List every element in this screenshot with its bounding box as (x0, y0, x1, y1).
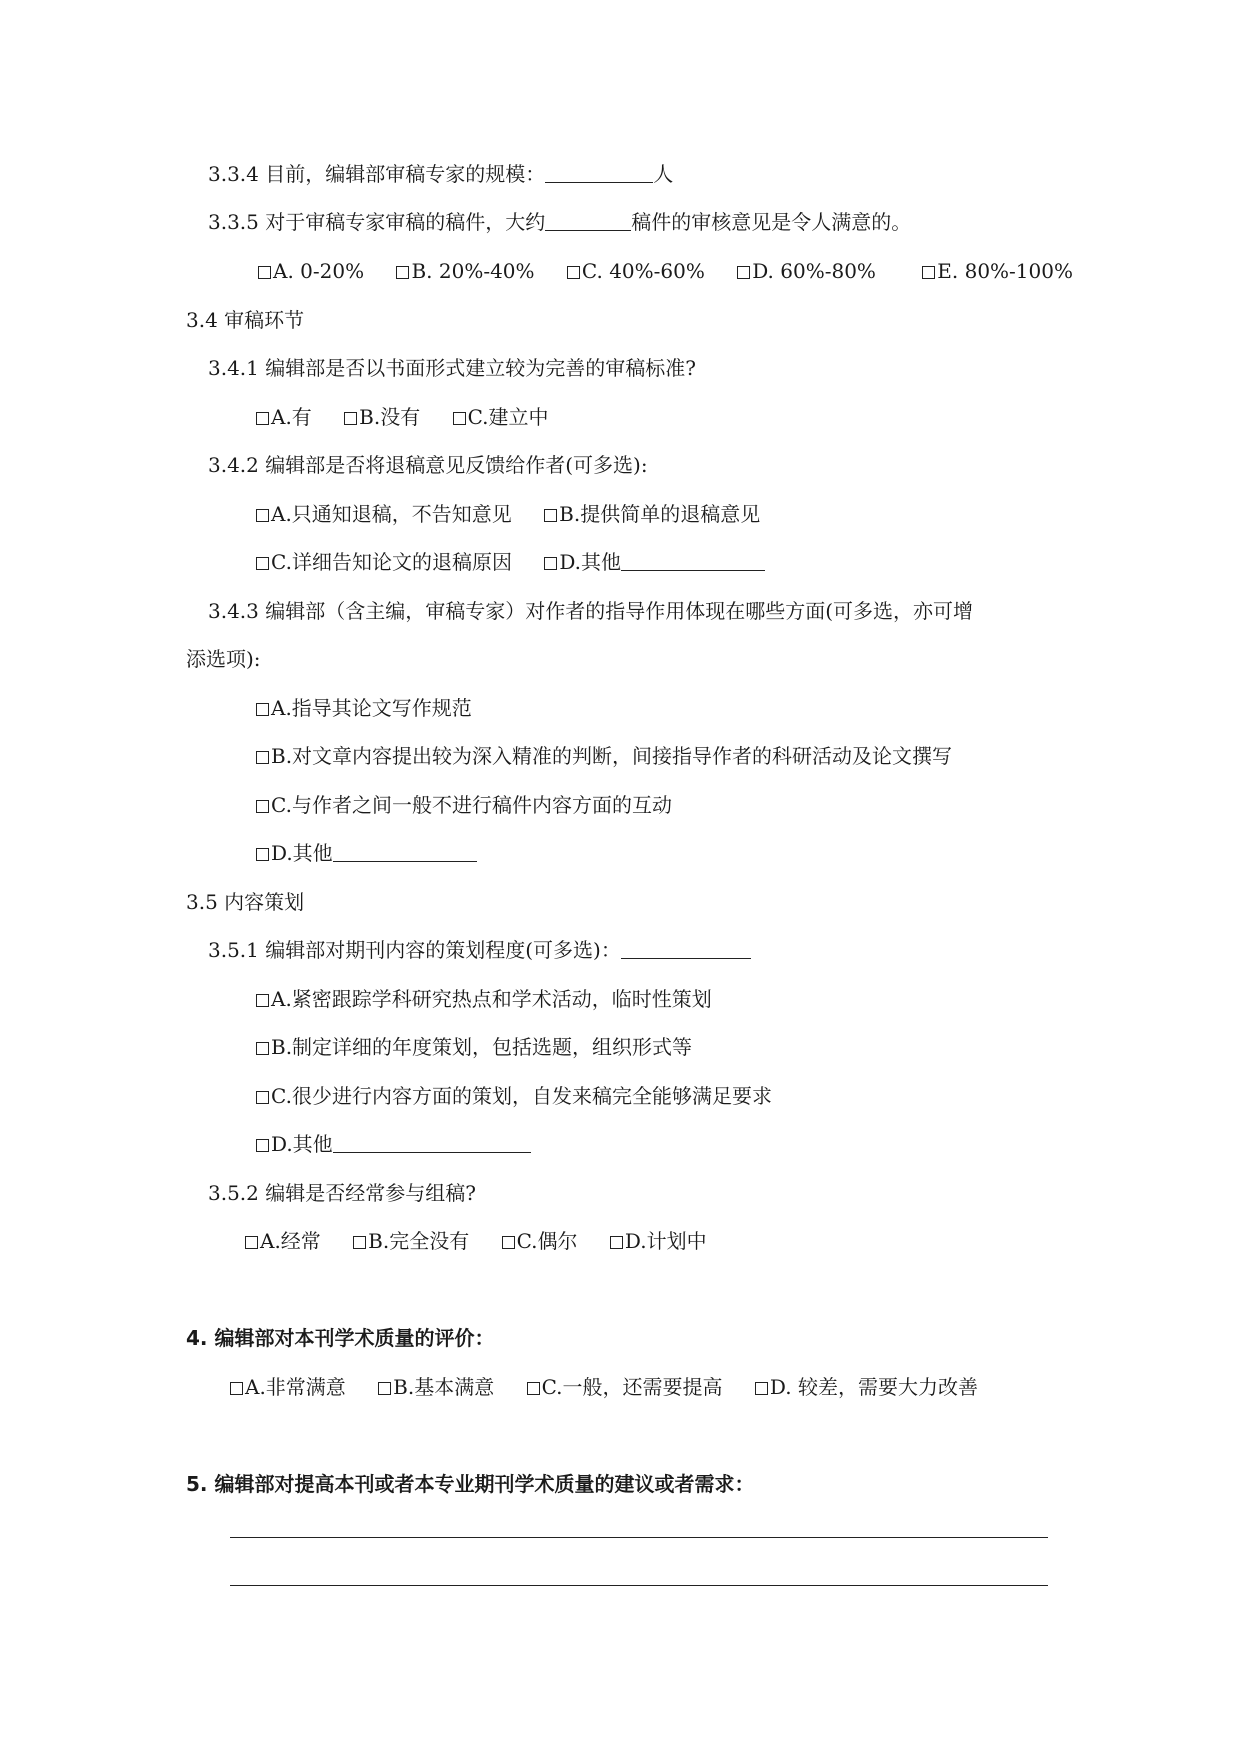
question-5: 5. 编辑部对提高本刊或者本专业期刊学术质量的建议或者需求： (186, 1472, 755, 1496)
checkbox[interactable] (256, 800, 269, 813)
checkbox[interactable] (230, 1382, 243, 1395)
checkbox[interactable] (453, 412, 466, 425)
section-heading-3-4: 3.4 审稿环节 (186, 308, 305, 332)
checkbox[interactable] (755, 1382, 768, 1395)
option-3-4-3-c[interactable]: C.与作者之间一般不进行稿件内容方面的互动 (256, 791, 672, 819)
checkbox[interactable] (256, 1139, 269, 1152)
option-3-5-1-d[interactable]: D.其他 (256, 1130, 531, 1158)
question-3-4-2: 3.4.2 编辑部是否将退稿意见反馈给作者(可多选): (208, 453, 648, 477)
checkbox[interactable] (256, 1042, 269, 1055)
option-4-b[interactable]: B.基本满意 (378, 1373, 494, 1401)
checkbox[interactable] (378, 1382, 391, 1395)
checkbox[interactable] (245, 1236, 258, 1249)
other-blank[interactable] (333, 841, 477, 862)
checkbox[interactable] (256, 703, 269, 716)
option-3-4-2-d[interactable]: D.其他 (544, 548, 765, 576)
option-3-4-1-b[interactable]: B.没有 (344, 403, 420, 431)
checkbox[interactable] (610, 1236, 623, 1249)
other-blank[interactable] (333, 1132, 531, 1153)
option-3-4-2-c[interactable]: C.详细告知论文的退稿原因 (256, 548, 512, 576)
percentage-blank[interactable] (545, 210, 631, 231)
question-3-4-3-line2: 添选项): (186, 647, 261, 671)
option-3-5-2-a[interactable]: A.经常 (245, 1227, 321, 1255)
checkbox[interactable] (256, 509, 269, 522)
checkbox[interactable] (256, 848, 269, 861)
option-3-3-5-a[interactable]: A. 0-20% (258, 257, 364, 285)
option-4-a[interactable]: A.非常满意 (230, 1373, 346, 1401)
checkbox[interactable] (502, 1236, 515, 1249)
option-4-c[interactable]: C.一般，还需要提高 (527, 1373, 723, 1401)
option-3-5-1-c[interactable]: C.很少进行内容方面的策划，自发来稿完全能够满足要求 (256, 1082, 772, 1110)
checkbox[interactable] (922, 266, 935, 279)
checkbox[interactable] (737, 266, 750, 279)
options-3-4-1 (256, 403, 549, 431)
question-3-5-1: 3.5.1 编辑部对期刊内容的策划程度(可多选)： (208, 936, 751, 964)
checkbox[interactable] (527, 1382, 540, 1395)
options-3-4-2-row1 (256, 500, 760, 528)
option-3-3-5-b[interactable]: B. 20%-40% (396, 257, 534, 285)
question-3-5-2: 3.5.2 编辑是否经常参与组稿? (208, 1181, 476, 1205)
option-3-5-1-a[interactable]: A.紧密跟踪学科研究热点和学术活动，临时性策划 (256, 985, 712, 1013)
checkbox[interactable] (567, 266, 580, 279)
option-3-4-1-c[interactable]: C.建立中 (453, 403, 549, 431)
option-3-3-5-d[interactable]: D. 60%-80% (737, 257, 876, 285)
option-3-5-2-d[interactable]: D.计划中 (610, 1227, 707, 1255)
planning-blank[interactable] (621, 938, 751, 959)
checkbox[interactable] (396, 266, 409, 279)
checkbox[interactable] (544, 557, 557, 570)
option-3-4-3-b[interactable]: B.对文章内容提出较为深入精准的判断，间接指导作者的科研活动及论文撰写 (256, 742, 952, 770)
checkbox[interactable] (256, 1091, 269, 1104)
section-heading-3-5: 3.5 内容策划 (186, 890, 305, 914)
size-answer-blank[interactable] (545, 162, 653, 183)
option-4-d[interactable]: D. 较差，需要大力改善 (755, 1373, 978, 1401)
checkbox[interactable] (258, 266, 271, 279)
options-4 (230, 1373, 978, 1401)
option-3-5-2-c[interactable]: C.偶尔 (502, 1227, 578, 1255)
option-3-5-1-b[interactable]: B.制定详细的年度策划，包括选题，组织形式等 (256, 1033, 692, 1061)
options-3-4-2-row2 (256, 548, 765, 576)
question-3-4-3-line1: 3.4.3 编辑部（含主编，审稿专家）对作者的指导作用体现在哪些方面(可多选，亦可增 (208, 599, 974, 623)
option-3-4-2-a[interactable]: A.只通知退稿，不告知意见 (256, 500, 512, 528)
checkbox[interactable] (256, 412, 269, 425)
checkbox[interactable] (344, 412, 357, 425)
checkbox[interactable] (256, 557, 269, 570)
checkbox[interactable] (256, 994, 269, 1007)
checkbox[interactable] (353, 1236, 366, 1249)
other-blank[interactable] (621, 550, 765, 571)
option-3-3-5-c[interactable]: C. 40%-60% (567, 257, 705, 285)
option-3-4-2-b[interactable]: B.提供简单的退稿意见 (544, 500, 760, 528)
checkbox[interactable] (544, 509, 557, 522)
question-3-3-5: 3.3.5 对于审稿专家审稿的稿件，大约 稿件的审核意见是令人满意的。 (208, 210, 912, 234)
checkbox[interactable] (256, 751, 269, 764)
option-3-3-5-e[interactable]: E. 80%-100% (922, 257, 1073, 285)
option-3-5-2-b[interactable]: B.完全没有 (353, 1227, 469, 1255)
question-4: 4. 编辑部对本刊学术质量的评价： (186, 1326, 495, 1350)
answer-line-2[interactable] (230, 1585, 1048, 1586)
question-3-4-1: 3.4.1 编辑部是否以书面形式建立较为完善的审稿标准? (208, 356, 696, 380)
question-3-3-4: 3.3.4 目前，编辑部审稿专家的规模： 人 (208, 162, 674, 186)
option-3-4-3-a[interactable]: A.指导其论文写作规范 (256, 694, 472, 722)
options-3-5-2 (245, 1227, 707, 1255)
answer-line-1[interactable] (230, 1537, 1048, 1538)
option-3-4-3-d[interactable]: D.其他 (256, 839, 477, 867)
options-3-3-5 (258, 257, 1073, 285)
option-3-4-1-a[interactable]: A.有 (256, 403, 312, 431)
